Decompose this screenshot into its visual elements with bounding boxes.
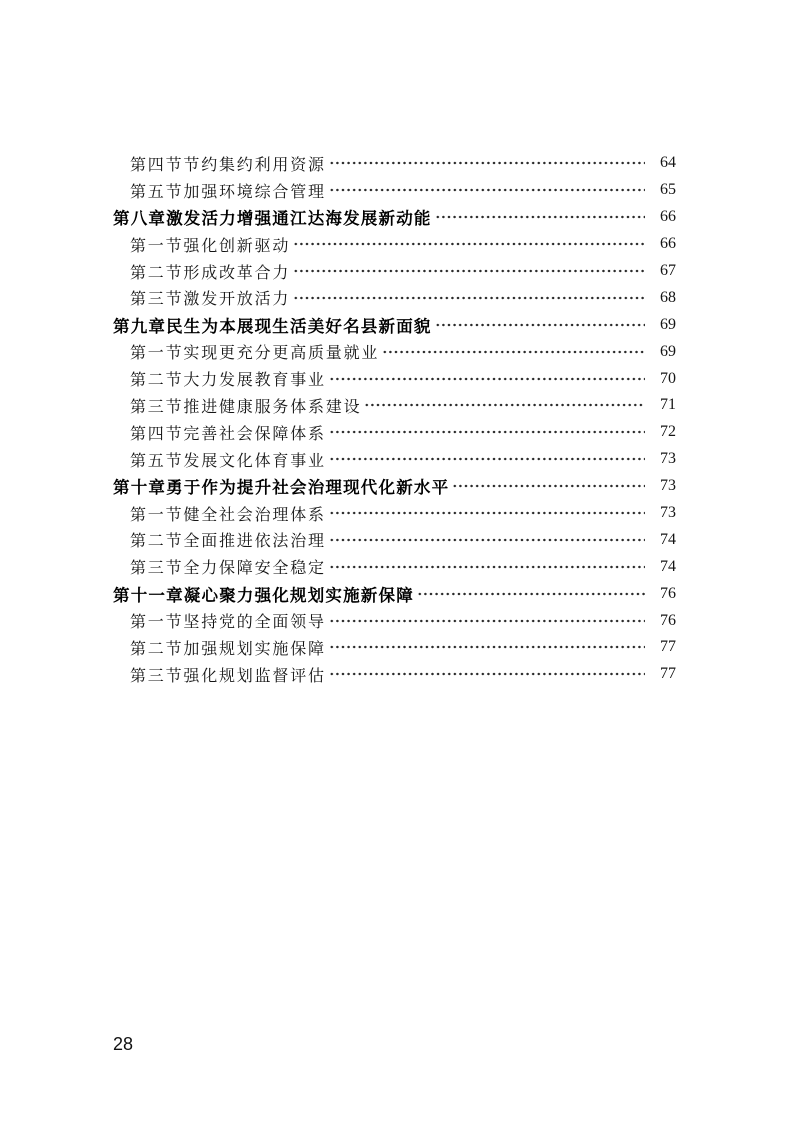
toc-entry-page-number: 64 [660,154,676,172]
dotted-leader [452,481,645,491]
toc-entry-title: 第八章激发活力增强通江达海发展新动能 [113,210,432,229]
toc-entry-title: 第一节健全社会治理体系 [130,506,326,524]
dotted-leader [293,293,645,303]
toc-entry-title: 第三节强化规划监督评估 [130,667,326,685]
toc-entry-section [113,231,676,258]
toc-entry-title: 第三节推进健康服务体系建设 [130,398,362,416]
toc-entry-section [113,446,676,473]
toc-entry-page-number: 71 [660,396,676,414]
toc-entry-chapter [113,311,676,338]
toc-entry-page-number: 68 [660,288,676,306]
dotted-leader [329,669,645,679]
dotted-leader [329,508,645,518]
toc-entry-page-number: 66 [660,235,676,253]
toc-entry-section [113,634,676,661]
toc-entry-title: 第五节加强环境综合管理 [130,183,326,201]
toc-entry-title: 第三节激发开放活力 [130,291,291,309]
toc-entry-title: 第二节大力发展教育事业 [130,372,326,390]
toc-entry-page-number: 65 [660,181,676,199]
toc-entry-page-number: 66 [660,208,676,226]
dotted-leader [435,212,645,222]
toc-entry-section [113,284,676,311]
toc-entry-section [113,338,676,365]
toc-entry-page-number: 74 [660,530,676,548]
toc-entry-title: 第十一章凝心聚力强化规划实施新保障 [113,586,414,605]
dotted-leader [293,266,645,276]
toc-entry-title: 第一节实现更充分更高质量就业 [130,345,380,363]
toc-entry-page-number: 77 [660,665,676,683]
toc-entry-title: 第十章勇于作为提升社会治理现代化新水平 [113,479,450,498]
toc-entry-title: 第一节坚持党的全面领导 [130,614,326,632]
toc-entry-title: 第一节强化创新驱动 [130,237,291,255]
dotted-leader [364,400,645,410]
toc-entry-page-number: 73 [660,504,676,522]
toc-entry-section [113,661,676,688]
toc-entry-title: 第九章民生为本展现生活美好名县新面貌 [113,317,432,336]
dotted-leader [329,374,645,384]
toc-entry-page-number: 70 [660,369,676,387]
dotted-leader [293,239,645,249]
toc-entry-page-number: 69 [660,342,676,360]
toc-entry-section [113,258,676,285]
footer-page-number: 28 [113,1034,134,1054]
toc-entry-page-number: 69 [660,315,676,333]
toc-list [113,150,676,688]
dotted-leader [329,562,645,572]
toc-entry-section [113,150,676,177]
dotted-leader [329,535,645,545]
dotted-leader [329,642,645,652]
dotted-leader [329,616,645,626]
toc-entry-section [113,607,676,634]
toc-entry-page-number: 77 [660,638,676,656]
toc-entry-section [113,553,676,580]
dotted-leader [329,185,645,195]
toc-entry-title: 第三节全力保障安全稳定 [130,560,326,578]
dotted-leader [417,589,645,599]
toc-entry-title: 第二节全面推进依法治理 [130,533,326,551]
toc-entry-chapter [113,204,676,231]
toc-entry-section [113,419,676,446]
toc-entry-section [113,392,676,419]
toc-entry-title: 第二节形成改革合力 [130,264,291,282]
toc-entry-section [113,500,676,527]
toc-entry-title: 第四节节约集约利用资源 [130,156,326,174]
toc-entry-section [113,177,676,204]
dotted-leader [329,158,645,168]
toc-entry-title: 第四节完善社会保障体系 [130,425,326,443]
toc-entry-title: 第二节加强规划实施保障 [130,640,326,658]
toc-entry-section [113,365,676,392]
toc-entry-page-number: 73 [660,450,676,468]
dotted-leader [329,454,645,464]
toc-entry-section [113,526,676,553]
toc-entry-page-number: 72 [660,423,676,441]
toc-entry-page-number: 74 [660,557,676,575]
toc-entry-page-number: 76 [660,611,676,629]
toc-entry-chapter [113,473,676,500]
toc-entry-page-number: 76 [660,584,676,602]
dotted-leader [382,347,645,357]
toc-entry-page-number: 67 [660,262,676,279]
toc-entry-title: 第五节发展文化体育事业 [130,452,326,470]
dotted-leader [435,320,645,330]
toc-entry-page-number: 73 [660,477,676,495]
toc-entry-chapter [113,580,676,607]
dotted-leader [329,427,645,437]
